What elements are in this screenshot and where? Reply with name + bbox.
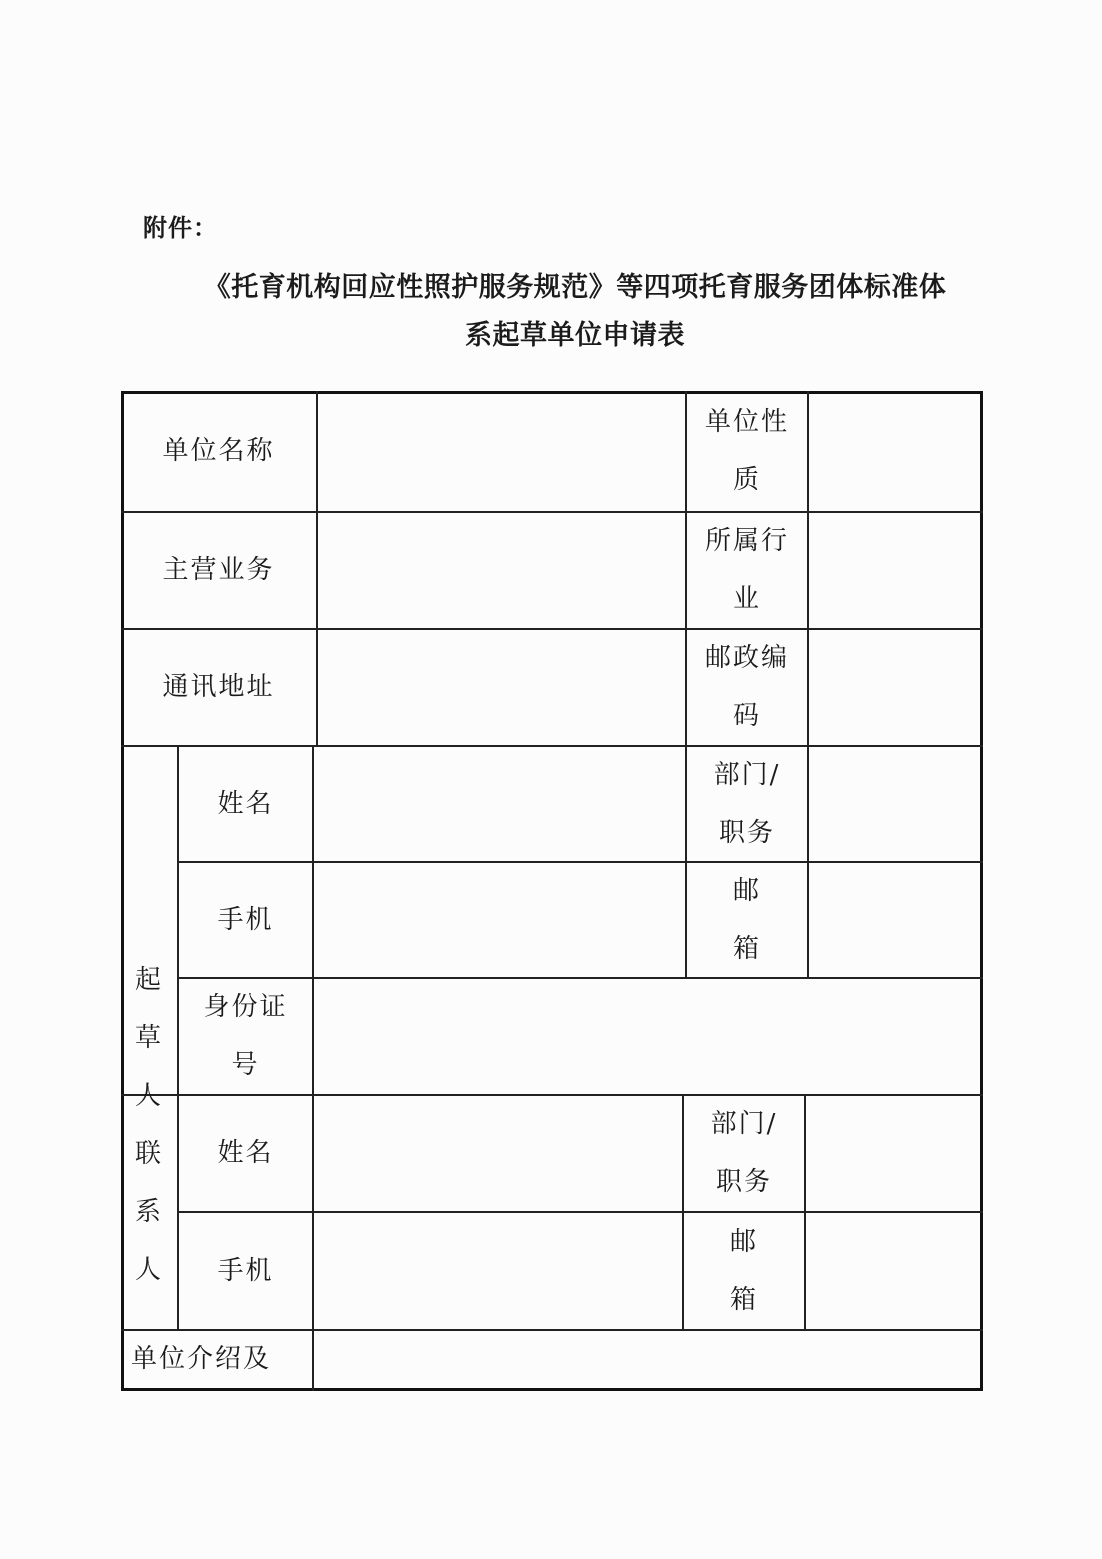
unit-name-field[interactable] [318, 391, 685, 511]
contact-phone-field[interactable] [314, 1212, 682, 1329]
intro-label: 单位介绍及 [131, 1344, 272, 1374]
industry-field[interactable] [809, 512, 983, 628]
drafter-name-field[interactable] [314, 746, 685, 861]
attachment-label: 附件： [143, 214, 218, 242]
drafter-phone-field[interactable] [314, 862, 685, 977]
drafter-phone-label: 手机 [217, 904, 274, 935]
unit-nature-field[interactable] [809, 391, 983, 511]
form-title-line1: 《托育机构回应性照护服务规范》等四项托育服务团体标准体 [203, 272, 947, 303]
unit-name-label: 单位名称 [162, 436, 275, 466]
postcode-label: 邮政编 码 [704, 643, 789, 731]
drafter-dept-label: 部门/ 职务 [713, 759, 781, 848]
contact-phone-label: 手机 [217, 1255, 274, 1286]
address-field[interactable] [318, 629, 685, 745]
drafter-id-label: 身份证 号 [203, 992, 288, 1080]
contact-name-label: 姓名 [217, 1138, 274, 1168]
drafter-group-label: 起 草 人 [134, 964, 163, 1111]
main-business-field[interactable] [318, 512, 685, 628]
industry-label: 所属行 业 [704, 526, 789, 614]
drafter-email-label: 邮 箱 [732, 875, 761, 964]
intro-field[interactable] [314, 1330, 983, 1388]
drafter-name-label: 姓名 [217, 788, 274, 819]
drafter-id-field[interactable] [314, 978, 983, 1094]
contact-dept-field[interactable] [806, 1095, 983, 1211]
address-label: 通讯地址 [162, 672, 275, 702]
contact-group-label: 联 系 人 [134, 1139, 163, 1285]
postcode-field[interactable] [809, 629, 983, 745]
application-form-table [121, 391, 983, 1391]
contact-email-label: 邮 箱 [729, 1226, 758, 1315]
main-business-label: 主营业务 [162, 555, 275, 585]
contact-email-field[interactable] [806, 1212, 983, 1329]
drafter-dept-field[interactable] [809, 746, 983, 861]
contact-name-field[interactable] [314, 1095, 682, 1211]
unit-nature-label: 单位性 质 [704, 407, 789, 495]
drafter-email-field[interactable] [809, 862, 983, 977]
contact-dept-label: 部门/ 职务 [710, 1109, 778, 1197]
form-title-line2: 系起草单位申请表 [465, 320, 685, 351]
